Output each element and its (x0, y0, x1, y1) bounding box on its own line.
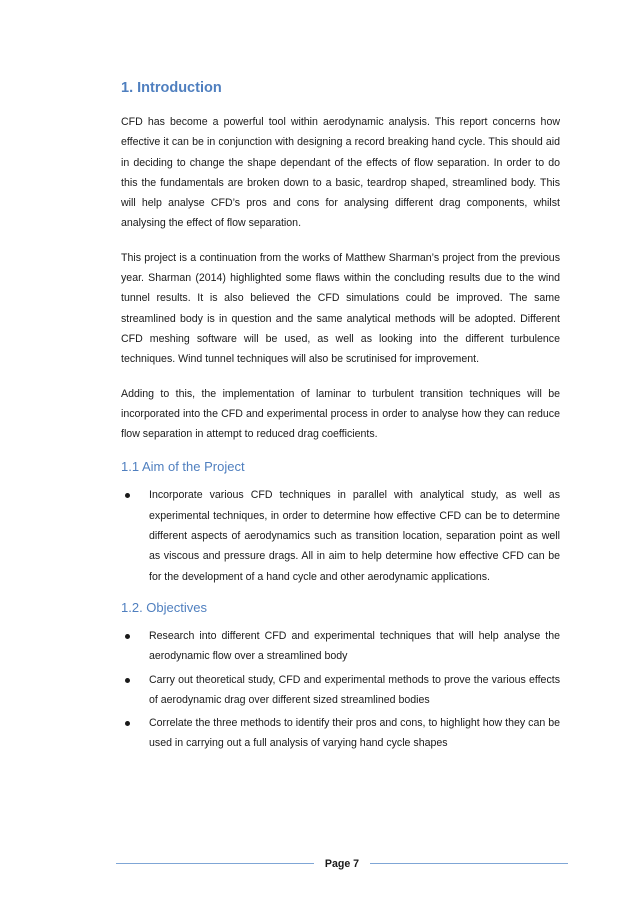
list-item (121, 626, 560, 667)
section-title-objectives: 1.2. Objectives (121, 599, 207, 615)
bullet-icon (125, 678, 130, 683)
intro-paragraph: Adding to this, the implementation of laminar to turbulent transition techniques will be incorporated into the CFD and experimental process in order to analyse how they can reduce flow separation in attempt to reduced drag coefficients. (121, 387, 560, 441)
page-footer (116, 856, 568, 872)
list-item-text: Research into different CFD and experimental techniques that will help analyse the aerodynamic flow over a streamlined body (149, 629, 560, 663)
list-item-text: Incorporate various CFD techniques in parallel with analytical study, as well as experimental techniques, in order to determine how effective CFD can be to determine different aspects of aerodynamics such as transition location, separation point as well as viscous and pressure drags. All in aim to help determine how effective CFD can be for the development of a hand cycle and other aerodynamic applications. (149, 489, 560, 583)
list-item (121, 670, 560, 711)
aim-list (121, 485, 560, 586)
list-item (121, 713, 560, 754)
intro-paragraph: This project is a continuation from the works of Matthew Sharman’s project from the previous year. Sharman (2014) highlighted some flaws within the concluding results due to the wind tunnel results. It is also believed the CFD simulations could be improved. The same streamlined body is in question and the same analytical methods will be adopted. Different CFD meshing software will be used, as well as looking into the different turbulence techniques. Wind tunnel techniques will also be scrutinised for improvement. (121, 251, 560, 366)
objectives-list (121, 626, 560, 754)
intro-paragraph: CFD has become a powerful tool within aerodynamic analysis. This report concerns how effective it can be in conjunction with designing a record breaking hand cycle. This should aid in deciding to change the shape dependant of the effects of flow separation. In order to do this the fundamentals are broken down to a basic, teardrop shaped, streamlined body. This will help analyse CFD’s pros and cons for analysing different drag components, whilst analysing the effect of flow separation. (121, 116, 560, 230)
bullet-icon (125, 493, 130, 498)
bullet-icon (125, 721, 130, 726)
page-number: Page 7 (324, 858, 360, 870)
list-item-text: Carry out theoretical study, CFD and experimental methods to prove the various effects of aerodynamic drag over different sized streamlined bodies (149, 673, 560, 706)
list-item-text: Correlate the three methods to identify their pros and cons, to highlight how they can be used in carrying out a full analysis of varying hand cycle shapes (149, 717, 560, 750)
bullet-icon (125, 634, 130, 639)
section-title-aim: 1.1 Aim of the Project (121, 459, 245, 475)
list-item (121, 485, 560, 586)
footer-divider (116, 863, 314, 864)
page-content (121, 78, 560, 766)
section-title-introduction: 1. Introduction (121, 80, 222, 96)
footer-divider (370, 863, 568, 864)
